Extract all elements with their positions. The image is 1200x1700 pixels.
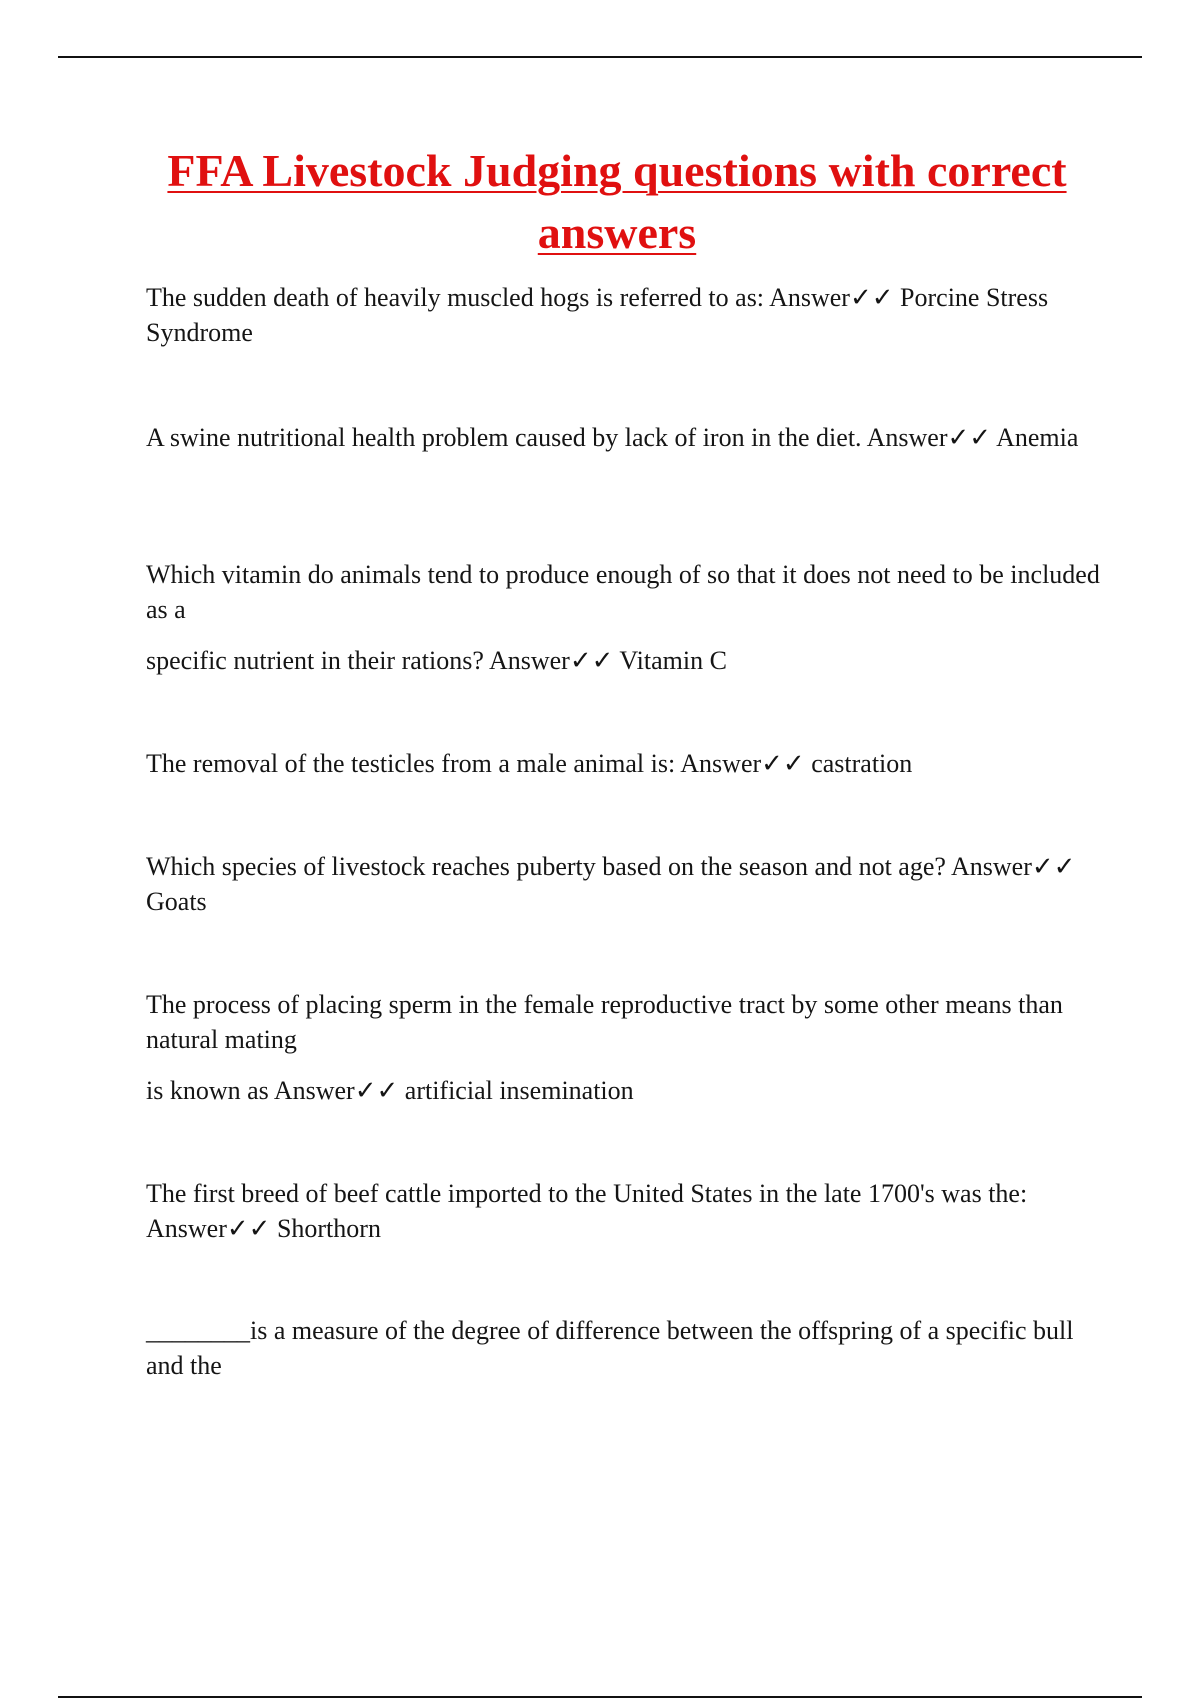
- paragraph-5: The removal of the testicles from a male animal is: Answer✓✓ castration: [146, 749, 913, 778]
- bottom-rule: [58, 1696, 1142, 1698]
- document-title: FFA Livestock Judging questions with correct answers: [167, 145, 1067, 258]
- paragraph-10: ________is a measure of the degree of difference between the offspring of a specific bull and the: [146, 1316, 1074, 1380]
- paragraph-7: The process of placing sperm in the female reproductive tract by some other means than natural mating: [146, 990, 1063, 1054]
- paragraph-2: A swine nutritional health problem caused by lack of iron in the diet. Answer✓✓ Anemia: [146, 423, 1079, 452]
- paragraph-8: is known as Answer✓✓ artificial insemination: [146, 1076, 634, 1105]
- paragraph-3: Which vitamin do animals tend to produce enough of so that it does not need to be included as a: [146, 560, 1100, 624]
- paragraph-6: Which species of livestock reaches puberty based on the season and not age? Answer✓✓ Goats: [146, 852, 1076, 916]
- paragraph-9: The first breed of beef cattle imported to the United States in the late 1700's was the: Answer✓✓ Shorthorn: [146, 1179, 1028, 1243]
- top-rule: [58, 56, 1142, 58]
- paragraph-4: specific nutrient in their rations? Answer✓✓ Vitamin C: [146, 646, 727, 675]
- paragraph-1: The sudden death of heavily muscled hogs is referred to as: Answer✓✓ Porcine Stress Syndrome: [146, 283, 1049, 347]
